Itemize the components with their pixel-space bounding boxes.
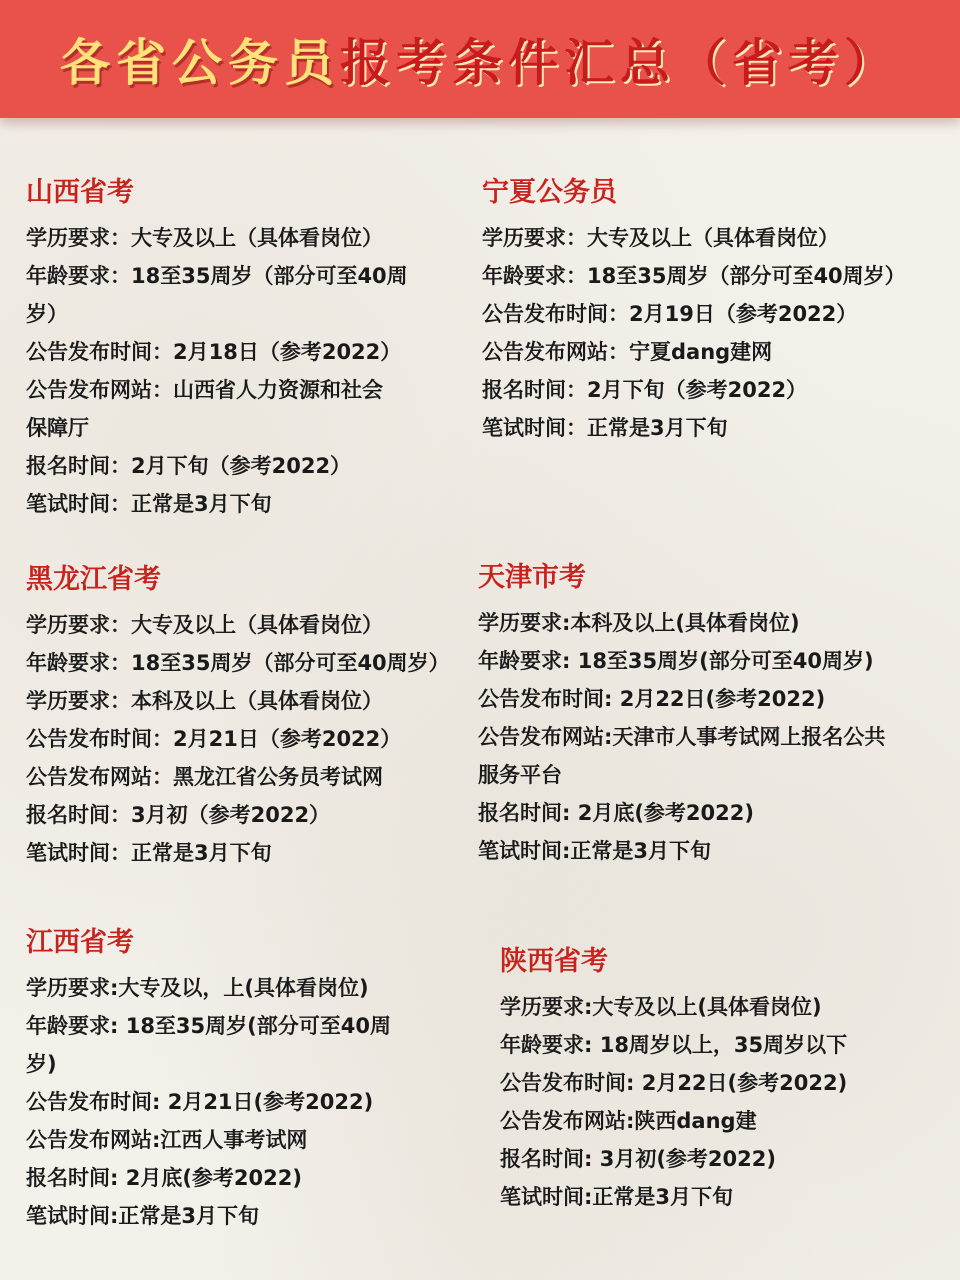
written-exam-time: 笔试时间：正常是3月下旬 <box>26 492 272 516</box>
education-requirement-alt: 学历要求：本科及以上（具体看岗位） <box>26 689 383 713</box>
page-title <box>60 23 900 95</box>
section-shaanxi <box>500 944 952 1216</box>
written-exam-time: 笔试时间:正常是3月下旬 <box>26 1204 260 1228</box>
announcement-date: 公告发布时间: 2月22日(参考2022) <box>500 1071 848 1095</box>
written-exam-time: 笔试时间:正常是3月下旬 <box>500 1185 734 1209</box>
section-ningxia <box>482 175 952 447</box>
registration-time: 报名时间：3月初（参考2022） <box>26 803 331 827</box>
section-title: 山西省考 <box>26 177 134 208</box>
age-requirement: 年龄要求: 18至35周岁(部分可至40周 <box>26 1014 391 1038</box>
written-exam-time: 笔试时间:正常是3月下旬 <box>478 839 712 863</box>
section-tianjin <box>478 560 952 870</box>
section-heilongjiang <box>26 562 476 872</box>
education-requirement: 学历要求:本科及以上(具体看岗位) <box>478 611 800 635</box>
education-requirement: 学历要求：大专及以上（具体看岗位） <box>26 226 383 250</box>
written-exam-time: 笔试时间：正常是3月下旬 <box>482 416 728 440</box>
age-requirement: 年龄要求: 18周岁以上，35周岁以下 <box>500 1033 848 1057</box>
announcement-site-cont: 服务平台 <box>478 763 562 787</box>
announcement-date: 公告发布时间: 2月22日(参考2022) <box>478 687 826 711</box>
age-requirement: 年龄要求: 18至35周岁(部分可至40周岁) <box>478 649 874 673</box>
registration-time: 报名时间：2月下旬（参考2022） <box>26 454 352 478</box>
announcement-site: 公告发布网站:陕西dang建 <box>500 1109 757 1133</box>
written-exam-time: 笔试时间：正常是3月下旬 <box>26 841 272 865</box>
section-title: 黑龙江省考 <box>26 564 161 595</box>
section-title: 天津市考 <box>478 562 586 593</box>
announcement-site: 公告发布网站：山西省人力资源和社会 <box>26 378 383 402</box>
education-requirement: 学历要求：大专及以上（具体看岗位） <box>482 226 839 250</box>
title-part-1: 各省公务员 <box>60 34 340 92</box>
announcement-site: 公告发布网站:天津市人事考试网上报名公共 <box>478 725 886 749</box>
age-requirement-cont: 岁） <box>26 302 68 326</box>
education-requirement: 学历要求：大专及以上（具体看岗位） <box>26 613 383 637</box>
announcement-site: 公告发布网站：宁夏dang建网 <box>482 340 773 364</box>
announcement-site-cont: 保障厅 <box>26 416 89 440</box>
section-title: 陕西省考 <box>500 946 608 977</box>
age-requirement: 年龄要求：18至35周岁（部分可至40周 <box>26 264 408 288</box>
title-part-2: 报考条件汇总（省考） <box>340 34 900 92</box>
education-requirement: 学历要求:大专及以上(具体看岗位) <box>500 995 822 1019</box>
announcement-date: 公告发布时间：2月21日（参考2022） <box>26 727 402 751</box>
registration-time: 报名时间：2月下旬（参考2022） <box>482 378 808 402</box>
section-title: 江西省考 <box>26 927 134 958</box>
registration-time: 报名时间: 3月初(参考2022) <box>500 1147 776 1171</box>
announcement-site: 公告发布网站：黑龙江省公务员考试网 <box>26 765 383 789</box>
title-banner <box>0 0 960 118</box>
age-requirement-cont: 岁) <box>26 1052 57 1076</box>
registration-time: 报名时间: 2月底(参考2022) <box>26 1166 302 1190</box>
announcement-date: 公告发布时间：2月19日（参考2022） <box>482 302 858 326</box>
section-title: 宁夏公务员 <box>482 177 617 208</box>
education-requirement: 学历要求:大专及以，上(具体看岗位) <box>26 976 369 1000</box>
announcement-date: 公告发布时间：2月18日（参考2022） <box>26 340 402 364</box>
section-jiangxi <box>26 925 466 1235</box>
registration-time: 报名时间: 2月底(参考2022) <box>478 801 754 825</box>
announcement-date: 公告发布时间: 2月21日(参考2022) <box>26 1090 374 1114</box>
announcement-site: 公告发布网站:江西人事考试网 <box>26 1128 308 1152</box>
age-requirement: 年龄要求：18至35周岁（部分可至40周岁） <box>482 264 906 288</box>
age-requirement: 年龄要求：18至35周岁（部分可至40周岁） <box>26 651 450 675</box>
section-shanxi <box>26 175 456 523</box>
